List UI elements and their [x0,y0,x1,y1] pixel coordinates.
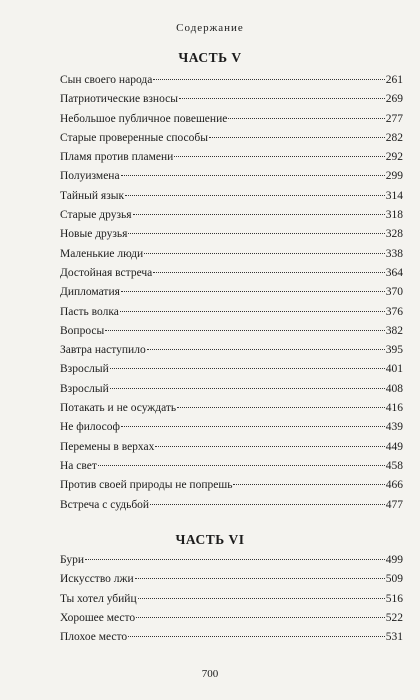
toc-entry-page: 292 [385,151,403,164]
toc-entry-page: 458 [385,459,403,472]
toc-entry-title: Бури [60,554,84,566]
toc-entry [60,441,403,460]
toc-entry-title: Взрослый [60,382,109,395]
toc-entry-page: 531 [385,631,403,644]
dot-leader [228,118,384,119]
toc-entry-page: 277 [385,112,403,125]
toc-list-part-6 [60,554,403,650]
dot-leader [135,578,385,579]
toc-entry [60,306,403,325]
toc-entry [60,363,403,382]
dot-leader [120,311,385,312]
dot-leader [128,636,385,637]
toc-entry-title: Маленькие люди [60,247,144,260]
toc-entry [60,286,403,305]
toc-entry-title: Патриотические взносы [60,93,178,106]
toc-entry-title: Искусство лжи [60,573,134,586]
dot-leader [155,446,384,447]
toc-entry [60,631,403,650]
toc-entry-page: 328 [385,228,403,241]
toc-entry-title: Не философ [60,421,120,434]
toc-entry-title: Полуизмена [60,170,120,183]
toc-entry-title: Старые друзья [60,209,132,222]
toc-entry [60,421,403,440]
toc-entry-page: 364 [385,266,403,279]
dot-leader [105,330,385,331]
toc-entry [60,209,403,228]
toc-entry-page: 522 [385,611,403,624]
toc-entry [60,573,403,592]
dot-leader [98,465,385,466]
toc-entry [60,383,403,402]
page-number: 700 [201,668,219,680]
dot-leader [209,137,385,138]
toc-entry [60,113,403,132]
toc-entry-title: Тайный язык [60,189,125,202]
toc-entry [60,554,403,573]
toc-entry-page: 338 [385,247,403,260]
toc-entry-page: 269 [385,93,403,106]
dot-leader [174,156,384,157]
dot-leader [125,195,385,196]
toc-entry-title: Пламя против пламени [60,151,174,164]
toc-entry-title: Взрослый [60,363,109,376]
toc-entry-title: Пасть волка [60,305,119,318]
toc-entry-page: 509 [385,573,403,586]
toc-entry-page: 376 [385,305,403,318]
toc-entry [60,190,403,209]
dot-leader [179,98,385,99]
toc-entry-page: 282 [385,131,403,144]
toc-entry-page: 439 [385,421,403,434]
toc-entry-title: Плохое место [60,631,128,644]
toc-entry-title: Старые проверенные способы [60,131,208,144]
toc-entry-title: Новые друзья [60,228,128,241]
toc-entry-title: Вопросы [60,324,105,337]
toc-list-part-5 [60,74,403,518]
toc-entry-page: 314 [385,189,403,202]
toc-entry [60,93,403,112]
toc-entry-page: 261 [385,74,403,86]
toc-entry-page: 401 [385,363,403,376]
toc-entry-page: 416 [385,402,403,415]
toc-entry [60,325,403,344]
toc-entry [60,248,403,267]
toc-entry [60,593,403,612]
dot-leader [153,272,384,273]
toc-entry-title: Ты хотел убийц [60,592,137,605]
dot-leader [144,253,385,254]
toc-entry [60,267,403,286]
toc-entry [60,74,403,93]
toc-entry-page: 395 [385,344,403,357]
dot-leader [177,407,385,408]
toc-entry [60,132,403,151]
toc-entry [60,499,403,518]
toc-entry-page: 318 [385,209,403,222]
toc-entry [60,479,403,498]
dot-leader [110,388,385,389]
dot-leader [138,598,385,599]
toc-entry-title: Небольшое публичное повешение [60,112,228,125]
toc-entry-title: Хорошее место [60,611,136,624]
toc-entry-title: Завтра наступило [60,344,146,357]
toc-entry [60,170,403,189]
toc-entry [60,151,403,170]
toc-entry-page: 477 [385,498,403,511]
toc-entry-page: 466 [385,479,403,492]
toc-entry-page: 370 [385,286,403,299]
toc-entry [60,402,403,421]
dot-leader [110,368,385,369]
toc-entry [60,228,403,247]
dot-leader [150,504,385,505]
dot-leader [136,617,385,618]
dot-leader [153,79,384,80]
toc-entry-page: 499 [385,554,403,566]
toc-entry-title: Перемены в верхах [60,440,155,453]
dot-leader [133,214,385,215]
dot-leader [147,349,385,350]
toc-entry-page: 408 [385,382,403,395]
toc-entry-page: 449 [385,440,403,453]
dot-leader [121,291,385,292]
toc-entry [60,460,403,479]
toc-entry-title: Потакать и не осуждать [60,402,177,415]
dot-leader [85,559,385,560]
toc-entry-page: 299 [385,170,403,183]
toc-entry-title: Встреча с судьбой [60,498,150,511]
toc-entry-page: 382 [385,324,403,337]
toc-entry-title: Против своей природы не попрешь [60,479,233,492]
dot-leader [121,175,385,176]
toc-entry [60,612,403,631]
toc-entry-title: На свет [60,459,97,472]
toc-entry-title: Дипломатия [60,286,120,299]
toc-entry-title: Сын своего народа [60,74,153,86]
part-heading-6: ЧАСТЬ VI [175,532,245,547]
toc-entry [60,344,403,363]
dot-leader [121,426,385,427]
part-heading-5: ЧАСТЬ V [178,50,242,65]
running-head: Содержание [176,22,244,34]
dot-leader [128,233,384,234]
toc-entry-page: 516 [385,592,403,605]
dot-leader [233,484,384,485]
toc-entry-title: Достойная встреча [60,266,153,279]
